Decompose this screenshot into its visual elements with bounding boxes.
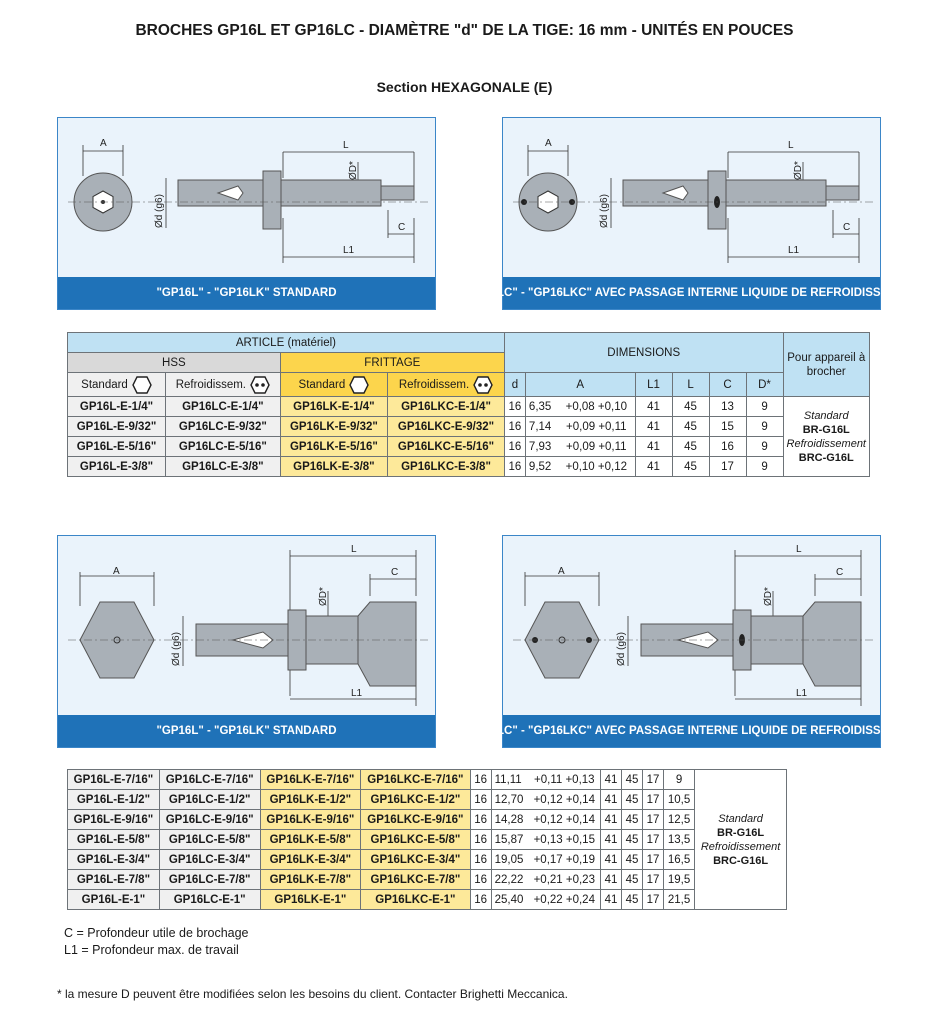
cell-hss-standard: GP16L-E-5/8" — [68, 830, 160, 850]
cell-D: 16,5 — [664, 850, 695, 870]
label-A: A — [545, 138, 552, 149]
label-d: Ød (g6) — [599, 194, 610, 228]
label-A: A — [100, 138, 107, 149]
cell-a-tolerance: +0,10 +0,12 — [558, 457, 635, 477]
cell-l: 45 — [672, 437, 709, 457]
label-A: A — [113, 566, 120, 577]
cell-frittage-refroid: GP16LKC-E-1/4" — [388, 397, 505, 417]
hex-icon — [132, 376, 152, 394]
col-C: C — [709, 373, 746, 397]
section-subtitle: Section HEXAGONALE (E) — [376, 79, 553, 95]
table-row — [68, 790, 787, 810]
cell-l: 45 — [672, 397, 709, 417]
cell-d: 16 — [504, 457, 525, 477]
cell-frittage-standard: GP16LK-E-1/4" — [280, 397, 387, 417]
cell-a: 6,35 — [525, 397, 558, 417]
col-refroid: Refroidissem. — [398, 378, 470, 391]
cell-hss-refroid: GP16LC-E-1" — [159, 890, 260, 910]
cell-appareil — [695, 770, 787, 910]
diagram-standard-small — [57, 117, 436, 310]
col-L: L — [672, 373, 709, 397]
diagram-coolant-large — [462, 535, 921, 748]
cell-l1: 41 — [635, 457, 672, 477]
cell-c: 17 — [643, 830, 664, 850]
broach-drawing-coolant-small — [503, 118, 880, 278]
cell-l: 45 — [622, 830, 643, 850]
cell-a-tolerance: +0,08 +0,10 — [558, 397, 635, 417]
page-title: BROCHES GP16L ET GP16LC - DIAMÈTRE "d" DE LA TIGE: 16 mm - UNITÉS EN POUCES — [135, 22, 794, 39]
cell-hss-refroid: GP16LC-E-1/4" — [166, 397, 281, 417]
header-appareil: Pour appareil à brocher — [783, 333, 869, 397]
table-row — [68, 457, 870, 477]
col-standard: Standard — [298, 378, 346, 391]
cell-l: 45 — [622, 790, 643, 810]
article-table-1 — [67, 332, 870, 477]
table-row — [68, 417, 870, 437]
label-C: C — [836, 567, 844, 578]
cell-frittage-refroid: GP16LKC-E-5/16" — [388, 437, 505, 457]
cell-hss-standard: GP16L-E-9/32" — [68, 417, 166, 437]
label-D: ØD* — [793, 161, 804, 180]
label-D: ØD* — [763, 587, 774, 606]
cell-frittage-standard: GP16LK-E-3/8" — [280, 457, 387, 477]
cell-hss-refroid: GP16LC-E-9/32" — [166, 417, 281, 437]
table-row — [68, 850, 787, 870]
cell-c: 13 — [709, 397, 746, 417]
label-D: ØD* — [348, 161, 359, 180]
diagram-caption: "GP16LC" - "GP16LKC" AVEC PASSAGE INTERNE LIQUIDE DE REFROIDISSEMENT — [503, 715, 880, 747]
cell-a-tolerance: +0,09 +0,11 — [558, 437, 635, 457]
cell-D: 21,5 — [664, 890, 695, 910]
cell-hss-standard: GP16L-E-9/16" — [68, 810, 160, 830]
hex-coolant-icon — [473, 376, 493, 394]
cell-c: 16 — [709, 437, 746, 457]
cell-D: 9 — [746, 417, 783, 437]
cell-l1: 41 — [635, 397, 672, 417]
label-L: L — [343, 140, 349, 151]
cell-l1: 41 — [601, 850, 622, 870]
cell-hss-refroid: GP16LC-E-5/16" — [166, 437, 281, 457]
diagram-coolant-small — [462, 117, 921, 310]
label-L: L — [788, 140, 794, 151]
note-l1: L1 = Profondeur max. de travail — [64, 943, 239, 957]
label-C: C — [398, 222, 406, 233]
label-L1: L1 — [788, 245, 800, 256]
cell-hss-refroid: GP16LC-E-9/16" — [159, 810, 260, 830]
cell-frittage-refroid: GP16LKC-E-5/8" — [361, 830, 470, 850]
cell-hss-refroid: GP16LC-E-7/16" — [159, 770, 260, 790]
table-row — [68, 437, 870, 457]
col-L1: L1 — [635, 373, 672, 397]
cell-a: 19,05 — [491, 850, 528, 870]
table-row — [68, 810, 787, 830]
label-d: Ød (g6) — [171, 632, 182, 666]
cell-l1: 41 — [601, 790, 622, 810]
header-dimensions: DIMENSIONS — [504, 333, 783, 373]
cell-l: 45 — [622, 890, 643, 910]
cell-c: 17 — [643, 810, 664, 830]
cell-c: 15 — [709, 417, 746, 437]
hex-icon — [349, 376, 369, 394]
cell-frittage-standard: GP16LK-E-5/16" — [280, 437, 387, 457]
appareil-refroid-label: Refroidissement — [786, 437, 866, 450]
cell-d: 16 — [504, 437, 525, 457]
cell-d: 16 — [504, 417, 525, 437]
table-row — [68, 770, 787, 790]
cell-l1: 41 — [601, 870, 622, 890]
cell-l: 45 — [672, 457, 709, 477]
cell-d: 16 — [470, 890, 491, 910]
cell-appareil — [783, 397, 869, 477]
cell-hss-standard: GP16L-E-3/4" — [68, 850, 160, 870]
cell-a: 15,87 — [491, 830, 528, 850]
cell-D: 19,5 — [664, 870, 695, 890]
label-L1: L1 — [796, 688, 808, 699]
cell-frittage-refroid: GP16LKC-E-1/2" — [361, 790, 470, 810]
cell-d: 16 — [470, 830, 491, 850]
article-table-2 — [67, 769, 787, 910]
broach-drawing-standard-small — [58, 118, 435, 278]
footnote: * la mesure D peuvent être modifiées selon les besoins du client. Contacter Brighetti Meccanica. — [57, 987, 568, 1001]
label-C: C — [391, 567, 399, 578]
appareil-refroid-code: BRC-G16L — [713, 854, 769, 867]
cell-D: 10,5 — [664, 790, 695, 810]
header-article: ARTICLE (matériel) — [68, 333, 505, 353]
cell-hss-standard: GP16L-E-5/16" — [68, 437, 166, 457]
cell-hss-refroid: GP16LC-E-3/8" — [166, 457, 281, 477]
cell-a-tolerance: +0,11 +0,13 — [529, 770, 601, 790]
hex-coolant-icon — [250, 376, 270, 394]
cell-frittage-standard: GP16LK-E-5/8" — [260, 830, 361, 850]
cell-a-tolerance: +0,21 +0,23 — [529, 870, 601, 890]
cell-D: 12,5 — [664, 810, 695, 830]
cell-frittage-standard: GP16LK-E-1/2" — [260, 790, 361, 810]
col-A: A — [525, 373, 635, 397]
cell-frittage-refroid: GP16LKC-E-7/16" — [361, 770, 470, 790]
cell-frittage-refroid: GP16LKC-E-3/8" — [388, 457, 505, 477]
label-L: L — [351, 544, 357, 555]
table-row — [68, 890, 787, 910]
cell-c: 17 — [643, 870, 664, 890]
cell-hss-standard: GP16L-E-1" — [68, 890, 160, 910]
col-refroid: Refroidissem. — [175, 378, 246, 391]
cell-d: 16 — [470, 870, 491, 890]
broach-drawing-coolant-large — [503, 536, 880, 716]
cell-D: 9 — [746, 397, 783, 417]
col-d: d — [504, 373, 525, 397]
cell-a: 22,22 — [491, 870, 528, 890]
cell-a: 12,70 — [491, 790, 528, 810]
label-D: ØD* — [318, 587, 329, 606]
cell-hss-refroid: GP16LC-E-3/4" — [159, 850, 260, 870]
cell-a-tolerance: +0,17 +0,19 — [529, 850, 601, 870]
cell-c: 17 — [643, 790, 664, 810]
cell-a: 11,11 — [491, 770, 528, 790]
appareil-refroid-label: Refroidissement — [700, 840, 781, 853]
label-d: Ød (g6) — [616, 632, 627, 666]
cell-hss-refroid: GP16LC-E-5/8" — [159, 830, 260, 850]
cell-frittage-standard: GP16LK-E-9/32" — [280, 417, 387, 437]
label-L: L — [796, 544, 802, 555]
cell-D: 13,5 — [664, 830, 695, 850]
col-standard: Standard — [81, 378, 128, 391]
appareil-standard-code: BR-G16L — [802, 423, 850, 436]
diagram-standard-large — [57, 535, 436, 748]
cell-frittage-standard: GP16LK-E-7/8" — [260, 870, 361, 890]
cell-a-tolerance: +0,22 +0,24 — [529, 890, 601, 910]
cell-hss-standard: GP16L-E-7/16" — [68, 770, 160, 790]
cell-l1: 41 — [635, 417, 672, 437]
cell-a: 14,28 — [491, 810, 528, 830]
cell-l: 45 — [622, 850, 643, 870]
cell-l: 45 — [622, 870, 643, 890]
cell-l1: 41 — [601, 830, 622, 850]
appareil-standard-code: BR-G16L — [717, 826, 765, 839]
col-D: D* — [746, 373, 783, 397]
cell-d: 16 — [470, 770, 491, 790]
cell-d: 16 — [470, 790, 491, 810]
label-d: Ød (g6) — [154, 194, 165, 228]
cell-hss-standard: GP16L-E-1/4" — [68, 397, 166, 417]
label-L1: L1 — [343, 245, 355, 256]
cell-a: 25,40 — [491, 890, 528, 910]
appareil-standard-label: Standard — [803, 409, 849, 422]
diagram-caption: "GP16L" - "GP16LK" STANDARD — [58, 277, 435, 309]
cell-l1: 41 — [635, 437, 672, 457]
cell-d: 16 — [470, 850, 491, 870]
cell-hss-standard: GP16L-E-3/8" — [68, 457, 166, 477]
cell-c: 17 — [709, 457, 746, 477]
table-row — [68, 397, 870, 417]
appareil-standard-label: Standard — [718, 812, 763, 825]
cell-a-tolerance: +0,09 +0,11 — [558, 417, 635, 437]
cell-frittage-standard: GP16LK-E-1" — [260, 890, 361, 910]
cell-D: 9 — [746, 457, 783, 477]
cell-frittage-standard: GP16LK-E-9/16" — [260, 810, 361, 830]
cell-frittage-refroid: GP16LKC-E-7/8" — [361, 870, 470, 890]
cell-frittage-refroid: GP16LKC-E-1" — [361, 890, 470, 910]
cell-c: 17 — [643, 890, 664, 910]
label-L1: L1 — [351, 688, 363, 699]
cell-frittage-refroid: GP16LKC-E-9/32" — [388, 417, 505, 437]
cell-hss-standard: GP16L-E-7/8" — [68, 870, 160, 890]
cell-a-tolerance: +0,12 +0,14 — [529, 790, 601, 810]
header-frittage: FRITTAGE — [280, 353, 504, 373]
cell-frittage-refroid: GP16LKC-E-3/4" — [361, 850, 470, 870]
cell-frittage-refroid: GP16LKC-E-9/16" — [361, 810, 470, 830]
cell-hss-refroid: GP16LC-E-1/2" — [159, 790, 260, 810]
cell-a: 7,93 — [525, 437, 558, 457]
cell-l: 45 — [672, 417, 709, 437]
cell-l: 45 — [622, 810, 643, 830]
label-A: A — [558, 566, 565, 577]
cell-a: 7,14 — [525, 417, 558, 437]
cell-l1: 41 — [601, 810, 622, 830]
note-c: C = Profondeur utile de brochage — [64, 926, 249, 940]
cell-d: 16 — [504, 397, 525, 417]
cell-hss-refroid: GP16LC-E-7/8" — [159, 870, 260, 890]
diagram-caption: "GP16L" - "GP16LK" STANDARD — [58, 715, 435, 747]
cell-D: 9 — [664, 770, 695, 790]
cell-D: 9 — [746, 437, 783, 457]
cell-frittage-standard: GP16LK-E-7/16" — [260, 770, 361, 790]
cell-c: 17 — [643, 850, 664, 870]
cell-l: 45 — [622, 770, 643, 790]
cell-a-tolerance: +0,13 +0,15 — [529, 830, 601, 850]
broach-drawing-standard-large — [58, 536, 435, 716]
cell-hss-standard: GP16L-E-1/2" — [68, 790, 160, 810]
cell-d: 16 — [470, 810, 491, 830]
appareil-refroid-code: BRC-G16L — [798, 451, 854, 464]
cell-l1: 41 — [601, 770, 622, 790]
cell-c: 17 — [643, 770, 664, 790]
cell-a-tolerance: +0,12 +0,14 — [529, 810, 601, 830]
cell-l1: 41 — [601, 890, 622, 910]
cell-a: 9,52 — [525, 457, 558, 477]
diagram-caption: "GP16LC" - "GP16LKC" AVEC PASSAGE INTERNE LIQUIDE DE REFROIDISSEMENT — [503, 277, 880, 309]
label-C: C — [843, 222, 851, 233]
table-row — [68, 870, 787, 890]
table-row — [68, 830, 787, 850]
cell-frittage-standard: GP16LK-E-3/4" — [260, 850, 361, 870]
header-hss: HSS — [68, 353, 281, 373]
